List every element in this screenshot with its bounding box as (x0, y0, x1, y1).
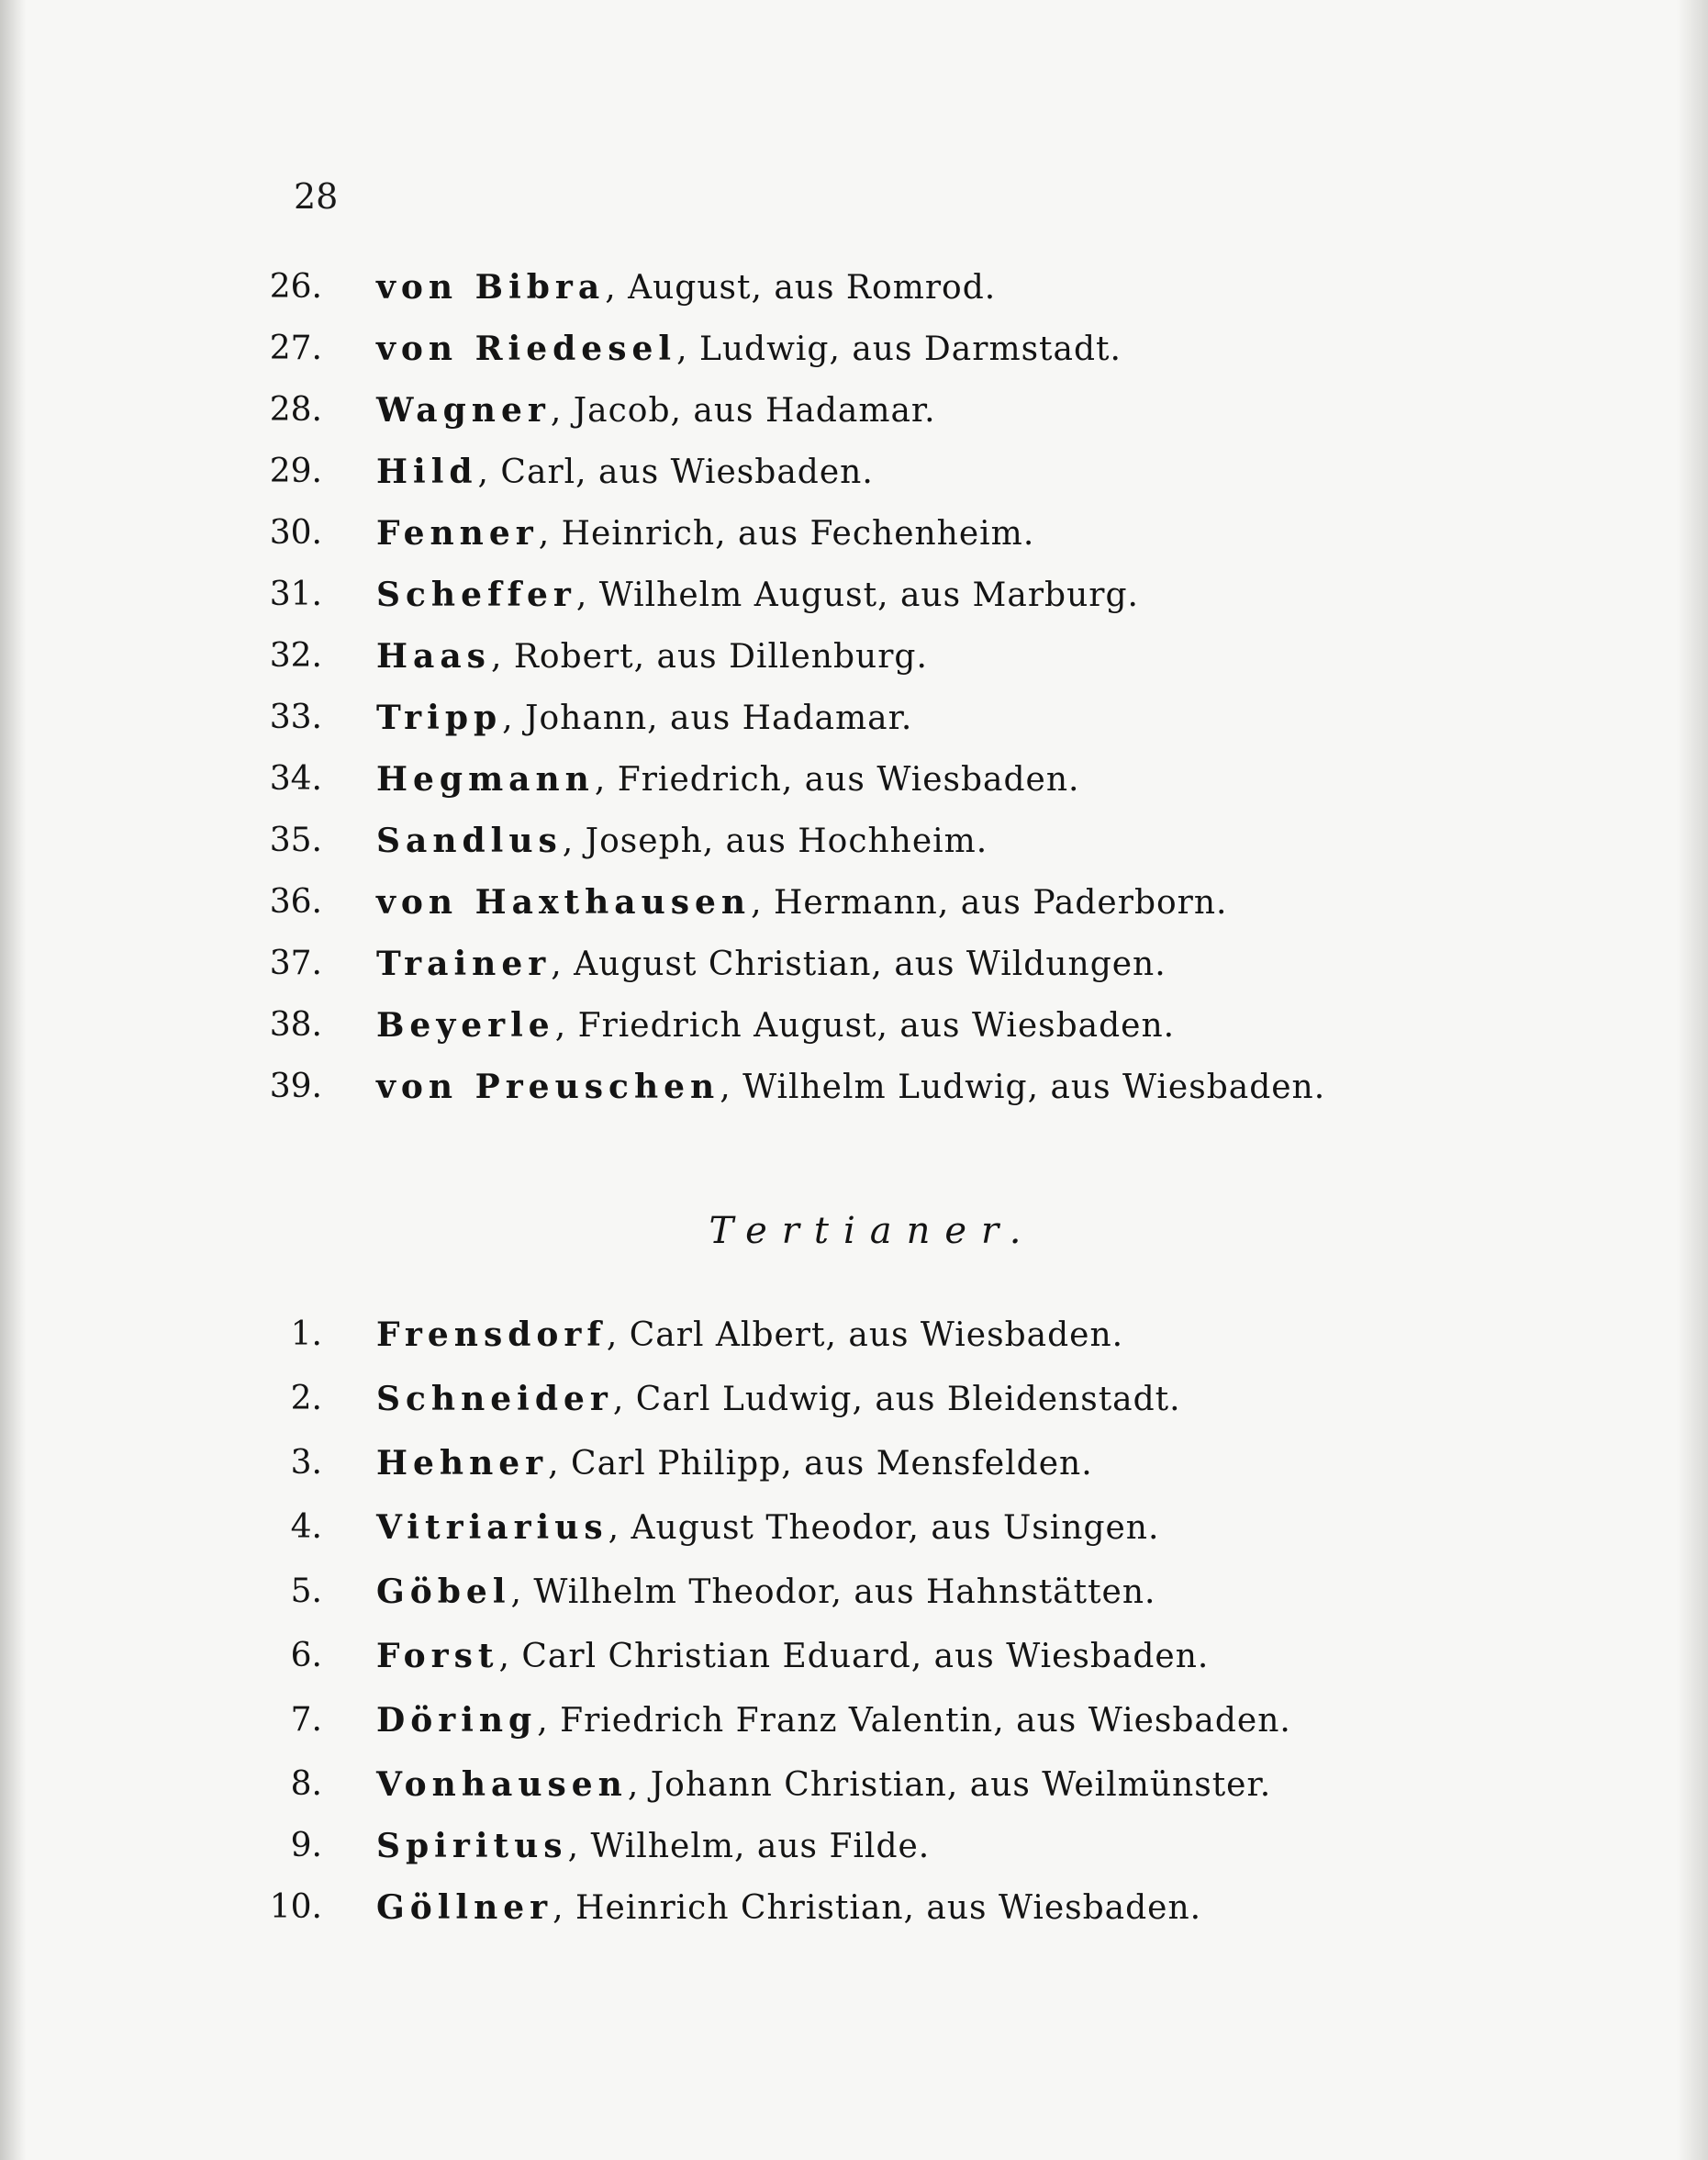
entry-number: 28. (269, 391, 322, 429)
entry-number: 37. (269, 945, 322, 982)
entry-number: 36. (269, 883, 322, 921)
entry-number: 1. (290, 1315, 322, 1353)
entry-surname: Spiritus (376, 1827, 568, 1865)
list-entry (0, 1701, 1708, 1760)
entry-surname: Fenner (376, 514, 539, 553)
entry-details: , Heinrich, aus Fechenheim. (538, 515, 1035, 553)
entry-number: 4. (290, 1508, 322, 1546)
entry-surname: Vonhausen (376, 1765, 628, 1804)
entry-number: 39. (269, 1068, 322, 1105)
list-entry (0, 699, 1708, 757)
entry-number: 3. (290, 1444, 322, 1482)
entry-details: , Hermann, aus Paderborn. (751, 884, 1228, 922)
entry-details: , Johann Christian, aus Weilmünster. (627, 1766, 1272, 1804)
entry-number: 26. (269, 268, 322, 306)
list-entry (0, 1637, 1708, 1696)
entry-details: , Friedrich, aus Wiesbaden. (594, 761, 1080, 799)
entry-number: 31. (269, 576, 322, 613)
entry-details: , August Theodor, aus Usingen. (608, 1509, 1160, 1547)
entry-number: 6. (290, 1637, 322, 1674)
list-entry (0, 1315, 1708, 1374)
list-entry (0, 883, 1708, 942)
entry-surname: Hild (376, 453, 478, 491)
list-entry (0, 268, 1708, 327)
list-entry (0, 945, 1708, 1003)
entry-number: 10. (269, 1888, 322, 1926)
entry-number: 35. (269, 822, 322, 859)
entry-surname: Göllner (376, 1888, 553, 1927)
entry-details: , Carl Philipp, aus Mensfelden. (548, 1445, 1093, 1483)
entry-number: 5. (290, 1572, 322, 1610)
entry-details: , Heinrich Christian, aus Wiesbaden. (553, 1889, 1202, 1927)
entry-surname: von Haxthausen (376, 883, 752, 922)
list-entry (0, 576, 1708, 634)
entry-details: , Friedrich Franz Valentin, aus Wiesbaden. (537, 1702, 1291, 1740)
entry-details: , Joseph, aus Hochheim. (562, 823, 988, 860)
entry-details: , August Christian, aus Wildungen. (551, 946, 1167, 983)
entry-surname: Beyerle (376, 1006, 555, 1045)
entry-surname: Wagner (376, 391, 551, 430)
entry-number: 30. (269, 514, 322, 552)
list-entry (0, 1765, 1708, 1824)
entry-number: 29. (269, 453, 322, 490)
list-entry (0, 1444, 1708, 1503)
list-entry (0, 391, 1708, 450)
entry-surname: Forst (376, 1637, 499, 1675)
entry-surname: von Bibra (376, 268, 606, 307)
list-entry (0, 1572, 1708, 1631)
entry-surname: Scheffer (376, 576, 576, 614)
list-entry (0, 1068, 1708, 1126)
entry-number: 8. (290, 1765, 322, 1803)
entry-number: 9. (290, 1827, 322, 1864)
entry-details: , Wilhelm, aus Filde. (567, 1828, 931, 1865)
entry-number: 34. (269, 760, 322, 798)
entry-details: , Carl, aus Wiesbaden. (477, 453, 874, 491)
entry-details: , Friedrich August, aus Wiesbaden. (554, 1007, 1176, 1045)
entry-details: , Ludwig, aus Darmstadt. (676, 330, 1122, 368)
entry-details: , Wilhelm August, aus Marburg. (575, 576, 1139, 614)
entry-surname: Göbel (376, 1572, 511, 1611)
entry-surname: von Riedesel (376, 330, 677, 368)
entry-number: 38. (269, 1006, 322, 1044)
section-heading: Tertianer. (709, 1210, 1036, 1252)
list-entry (0, 760, 1708, 819)
entry-surname: Schneider (376, 1380, 613, 1418)
entry-number: 7. (290, 1701, 322, 1739)
entry-number: 32. (269, 637, 322, 675)
entry-details: , Robert, aus Dillenburg. (490, 638, 928, 676)
list-entry (0, 1508, 1708, 1567)
list-entry (0, 514, 1708, 573)
entry-details: , August, aus Romrod. (605, 269, 997, 307)
entry-surname: Haas (376, 637, 491, 676)
entry-details: , Carl Ludwig, aus Bleidenstadt. (612, 1381, 1181, 1418)
entry-surname: Sandlus (376, 822, 563, 860)
entry-details: , Wilhelm Ludwig, aus Wiesbaden. (720, 1069, 1326, 1106)
entry-surname: Döring (376, 1701, 538, 1740)
entry-surname: Hehner (376, 1444, 549, 1483)
entry-details: , Carl Albert, aus Wiesbaden. (606, 1316, 1124, 1354)
entry-number: 2. (290, 1380, 322, 1417)
list-entry (0, 822, 1708, 880)
entry-surname: Vitriarius (376, 1508, 608, 1547)
entry-details: , Johann, aus Hadamar. (502, 699, 913, 737)
list-entry (0, 637, 1708, 696)
page-number: 28 (294, 176, 339, 217)
list-entry (0, 1888, 1708, 1947)
entry-surname: Tripp (376, 699, 503, 737)
list-entry (0, 1827, 1708, 1886)
entry-details: , Jacob, aus Hadamar. (550, 392, 936, 430)
list-entry (0, 453, 1708, 511)
entry-number: 33. (269, 699, 322, 736)
entry-surname: Trainer (376, 945, 552, 983)
entry-details: , Wilhelm Theodor, aus Hahnstätten. (510, 1573, 1156, 1611)
entry-surname: Frensdorf (376, 1315, 607, 1354)
list-entry (0, 1006, 1708, 1065)
list-entry (0, 330, 1708, 388)
entry-number: 27. (269, 330, 322, 367)
entry-details: , Carl Christian Eduard, aus Wiesbaden. (498, 1638, 1210, 1675)
entry-surname: von Preuschen (376, 1068, 720, 1106)
list-entry (0, 1380, 1708, 1438)
entry-surname: Hegmann (376, 760, 595, 799)
